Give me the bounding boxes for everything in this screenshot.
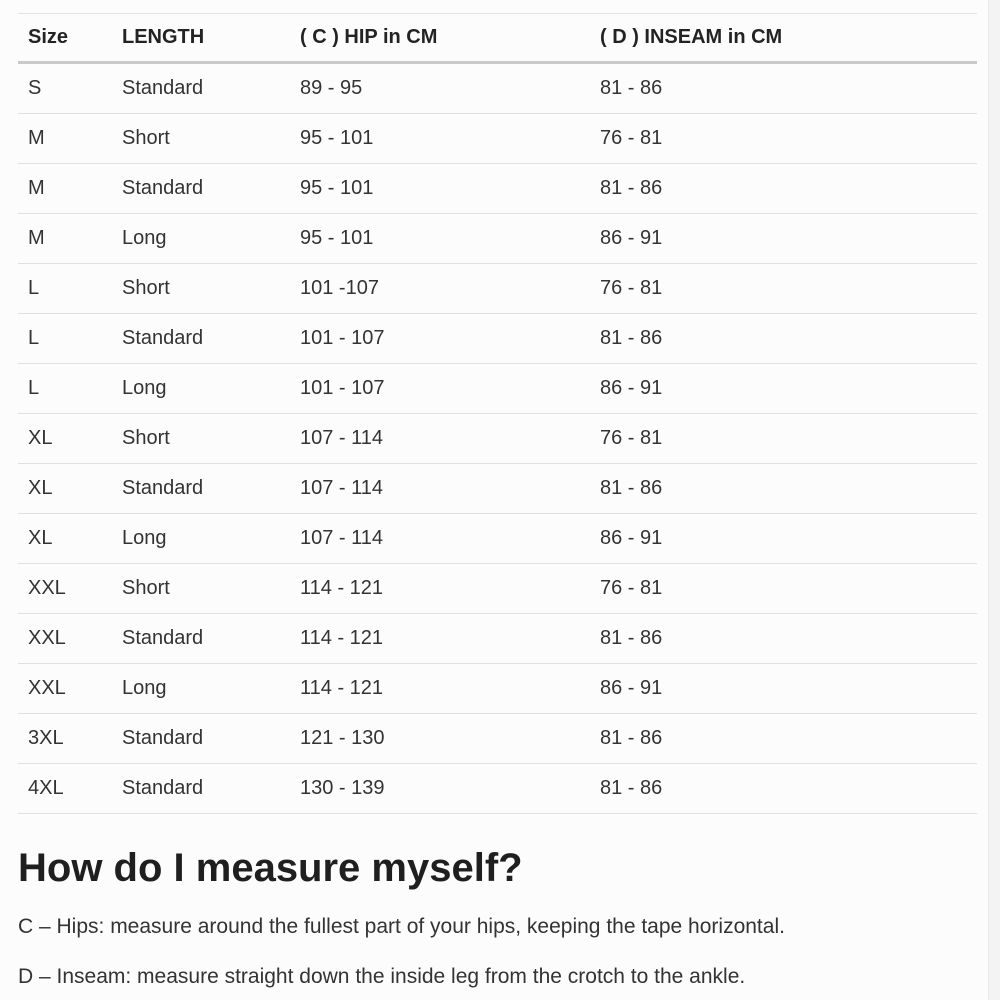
hip-cell: 89 - 95 bbox=[300, 63, 600, 114]
table-row bbox=[18, 114, 977, 164]
table-row bbox=[18, 464, 977, 514]
size-cell: XXL bbox=[18, 614, 122, 664]
hip-cell: 95 - 101 bbox=[300, 114, 600, 164]
hip-cell: 114 - 121 bbox=[300, 614, 600, 664]
inseam-cell: 81 - 86 bbox=[600, 614, 977, 664]
size-cell: L bbox=[18, 314, 122, 364]
size-cell: M bbox=[18, 164, 122, 214]
inseam-cell: 81 - 86 bbox=[600, 714, 977, 764]
inseam-cell: 86 - 91 bbox=[600, 214, 977, 264]
length-cell: Standard bbox=[122, 63, 300, 114]
length-cell: Long bbox=[122, 214, 300, 264]
size-cell: S bbox=[18, 63, 122, 114]
column-header-size: Size bbox=[18, 14, 122, 63]
column-header-inseam: ( D ) INSEAM in CM bbox=[600, 14, 977, 63]
length-cell: Standard bbox=[122, 764, 300, 814]
inseam-cell: 81 - 86 bbox=[600, 764, 977, 814]
inseam-instruction-text: D – Inseam: measure straight down the inside leg from the crotch to the ankle. bbox=[18, 965, 746, 988]
length-cell: Short bbox=[122, 264, 300, 314]
table-header-row bbox=[18, 14, 977, 63]
table-row bbox=[18, 164, 977, 214]
length-cell: Short bbox=[122, 564, 300, 614]
table-row bbox=[18, 564, 977, 614]
table-row bbox=[18, 714, 977, 764]
hip-cell: 114 - 121 bbox=[300, 664, 600, 714]
inseam-cell: 76 - 81 bbox=[600, 564, 977, 614]
size-cell: XL bbox=[18, 414, 122, 464]
length-cell: Standard bbox=[122, 314, 300, 364]
hips-instruction-text: C – Hips: measure around the fullest part of your hips, keeping the tape horizontal. bbox=[18, 915, 785, 938]
size-cell: XXL bbox=[18, 664, 122, 714]
length-cell: Long bbox=[122, 664, 300, 714]
column-header-hip: ( C ) HIP in CM bbox=[300, 14, 600, 63]
inseam-cell: 81 - 86 bbox=[600, 464, 977, 514]
size-cell: L bbox=[18, 364, 122, 414]
length-cell: Standard bbox=[122, 614, 300, 664]
hip-cell: 101 -107 bbox=[300, 264, 600, 314]
length-cell: Long bbox=[122, 514, 300, 564]
inseam-cell: 81 - 86 bbox=[600, 63, 977, 114]
hip-cell: 130 - 139 bbox=[300, 764, 600, 814]
inseam-cell: 86 - 91 bbox=[600, 664, 977, 714]
hip-cell: 95 - 101 bbox=[300, 214, 600, 264]
size-cell: XL bbox=[18, 514, 122, 564]
hip-cell: 101 - 107 bbox=[300, 314, 600, 364]
size-chart-table bbox=[18, 13, 977, 814]
length-cell: Standard bbox=[122, 714, 300, 764]
size-cell: 3XL bbox=[18, 714, 122, 764]
size-cell: 4XL bbox=[18, 764, 122, 814]
size-cell: L bbox=[18, 264, 122, 314]
table-row bbox=[18, 214, 977, 264]
size-cell: XL bbox=[18, 464, 122, 514]
inseam-cell: 76 - 81 bbox=[600, 414, 977, 464]
hip-cell: 107 - 114 bbox=[300, 464, 600, 514]
table-row bbox=[18, 63, 977, 114]
size-cell: XXL bbox=[18, 564, 122, 614]
inseam-cell: 76 - 81 bbox=[600, 114, 977, 164]
table-row bbox=[18, 414, 977, 464]
measure-section-heading: How do I measure myself? bbox=[18, 846, 523, 890]
scrollbar-track[interactable] bbox=[988, 0, 1000, 1000]
table-row bbox=[18, 514, 977, 564]
inseam-cell: 81 - 86 bbox=[600, 314, 977, 364]
size-cell: M bbox=[18, 114, 122, 164]
column-header-length: LENGTH bbox=[122, 14, 300, 63]
inseam-cell: 76 - 81 bbox=[600, 264, 977, 314]
inseam-cell: 86 - 91 bbox=[600, 364, 977, 414]
table-row bbox=[18, 664, 977, 714]
table-row bbox=[18, 364, 977, 414]
length-cell: Short bbox=[122, 114, 300, 164]
hip-cell: 121 - 130 bbox=[300, 714, 600, 764]
table-row bbox=[18, 614, 977, 664]
hip-cell: 101 - 107 bbox=[300, 364, 600, 414]
inseam-cell: 86 - 91 bbox=[600, 514, 977, 564]
length-cell: Short bbox=[122, 414, 300, 464]
length-cell: Standard bbox=[122, 464, 300, 514]
length-cell: Long bbox=[122, 364, 300, 414]
table-row bbox=[18, 264, 977, 314]
length-cell: Standard bbox=[122, 164, 300, 214]
table-row bbox=[18, 764, 977, 814]
size-cell: M bbox=[18, 214, 122, 264]
hip-cell: 95 - 101 bbox=[300, 164, 600, 214]
hip-cell: 107 - 114 bbox=[300, 514, 600, 564]
inseam-cell: 81 - 86 bbox=[600, 164, 977, 214]
table-row bbox=[18, 314, 977, 364]
hip-cell: 107 - 114 bbox=[300, 414, 600, 464]
hip-cell: 114 - 121 bbox=[300, 564, 600, 614]
